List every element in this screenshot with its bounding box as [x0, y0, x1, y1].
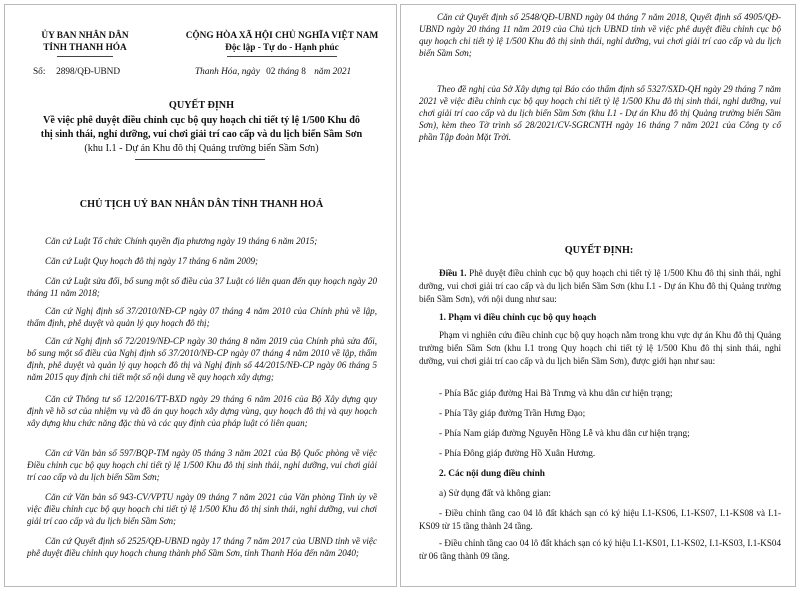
date-place: Thanh Hóa, ngày [195, 67, 260, 77]
date-month-label: tháng [277, 67, 299, 77]
section2-heading: 2. Các nội dung điều chỉnh [439, 469, 545, 479]
subject-line3: (khu I.1 - Dự án Khu đô thị Quảng trường biển Sầm Sơn) [84, 143, 319, 154]
date-month: 8 [301, 67, 306, 77]
article1-label: Điều 1. [439, 268, 467, 278]
basis-paragraph: Căn cứ Nghị định số 37/2010/NĐ-CP ngày 07 tháng 4 năm 2010 của Chính phủ về lập, thẩm định, phê duyệt và quản lý quy hoạch đô thị; [27, 306, 377, 328]
basis-paragraph: Căn cứ Luật Tổ chức Chính quyền địa phương ngày 19 tháng 6 năm 2015; [45, 236, 318, 246]
change-item: - Điều chỉnh tầng cao 04 lô đất khách sạn có ký hiệu I.1-KS01, I.1-KS02, I.1-KS03, I.1-KS04 từ 06 tầng thành 09 tầng. [419, 538, 781, 561]
subject-line2: thị sinh thái, nghỉ dưỡng, vui chơi giải trí cao cấp và du lịch biển Sầm Sơn [40, 129, 363, 140]
republic-underline [227, 56, 337, 57]
basis-paragraph: Căn cứ Văn bản số 943-CV/VPTU ngày 09 tháng 7 năm 2021 của Văn phòng Tỉnh ủy về việc điều chỉnh cục bộ quy hoạch chi tiết tỷ lệ 1/500 Khu đô thị sinh thái, nghỉ dưỡng, vui chơi giải trí cao cấp và du lịch biển Sầm Sơn; [27, 492, 377, 526]
basis-paragraph: Căn cứ Thông tư số 12/2016/TT-BXD ngày 29 tháng 6 năm 2016 của Bộ Xây dựng quy định về hồ sơ của nhiệm vụ và đồ án quy hoạch xây dựng vùng, quy hoạch đô thị và quy hoạch xây dựng khu chức năng đặc thù và các quy định của pháp luật có liên quan; [27, 394, 377, 428]
article1-text: Phê duyệt điều chỉnh cục bộ quy hoạch chi tiết tỷ lệ 1/500 Khu đô thị sinh thái, nghỉ dưỡng, vui chơi giải trí cao cấp và du lịch biển Sầm Sơn (khu I.1 - Dự án Khu đô thị Quảng trường biển Sầm Sơn), với nội dung như sau: [419, 268, 782, 304]
section1-paragraph: Phạm vi nghiên cứu điều chỉnh cục bộ quy hoạch nằm trong khu vực dự án Khu đô thị Quảng trường biển Sầm Sơn (khu I.1 trong Quy hoạch chi tiết tỷ lệ 1/500 Khu đô thị sinh thái, nghỉ dưỡng, vui chơi giải trí cao cấp và du lịch biển Sầm Sơn), được giới hạn như sau: [419, 330, 781, 366]
agency-line2: TỈNH THANH HÓA [43, 43, 127, 53]
basis-paragraph: Căn cứ Quyết định số 2548/QĐ-UBND ngày 04 tháng 7 năm 2018, Quyết định số 4905/QĐ-UBND ngày 20 tháng 11 năm 2019 của Chủ tịch UBND tỉnh về việc phê duyệt điều chỉnh cục bộ quy hoạch chi tiết tỷ lệ 1/500 Khu đô thị sinh thái, nghỉ dưỡng, vui chơi giải trí cao cấp và du lịch biển Sầm Sơn; [419, 12, 781, 58]
change-item: - Điều chỉnh tầng cao 04 lô đất khách sạn có ký hiệu I.1-KS06, I.1-KS07, I.1-KS08 và I.1-KS09 từ 15 tầng thành 24 tầng. [419, 508, 781, 531]
article1-paragraph [419, 267, 781, 305]
decision-title: QUYẾT ĐỊNH [168, 100, 235, 111]
right-document-page [400, 4, 796, 587]
republic-line1: CỘNG HÒA XÃ HỘI CHỦ NGHĨA VIỆT NAM [185, 31, 379, 41]
doc-date [195, 67, 351, 77]
agency-line1: ỦY BAN NHÂN DÂN [41, 31, 129, 41]
subject-underline [135, 159, 265, 160]
date-year: năm 2021 [314, 67, 352, 77]
doc-code: /QĐ-UBND [74, 67, 121, 77]
basis-paragraph: Căn cứ Luật sửa đổi, bổ sung một số điều của 37 Luật có liên quan đến quy hoạch ngày 20 tháng 11 năm 2018; [27, 276, 377, 298]
boundary-item: - Phía Đông giáp đường Hồ Xuân Hương. [439, 449, 596, 459]
section1-heading: 1. Phạm vi điều chỉnh cục bộ quy hoạch [439, 313, 597, 323]
basis-paragraph: Căn cứ Quyết định số 2525/QĐ-UBND ngày 17 tháng 7 năm 2017 của UBND tỉnh về việc phê duyệt điều chỉnh quy hoạch chung thành phố Sầm Sơn, tỉnh Thanh Hóa đến năm 2040; [27, 536, 377, 558]
proposal-paragraph: Theo đề nghị của Sở Xây dựng tại Báo cáo thẩm định số 5327/SXD-QH ngày 29 tháng 7 năm 2021 về việc điều chỉnh cục bộ quy hoạch chi tiết tỷ lệ 1/500 Khu đô thị sinh thái, nghỉ dưỡng, vui chơi giải trí cao cấp và du lịch biển Sầm Sơn (khu I.1 - Dự án Khu đô thị Quảng trường biển Sầm Sơn), kèm theo Tờ trình số 28/2021/CV-SGRCNTH ngày 16 tháng 7 năm 2021 của Công ty cổ phần Tập đoàn Mặt Trời. [419, 84, 781, 142]
agency-underline [57, 56, 113, 57]
republic-line2: Độc lập - Tự do - Hạnh phúc [225, 43, 339, 53]
subject-line1: Về việc phê duyệt điều chỉnh cục bộ quy hoạch chi tiết tỷ lệ 1/500 Khu đô [43, 115, 360, 126]
authority-heading: CHỦ TỊCH UỶ BAN NHÂN DÂN TỈNH THANH HOÁ [79, 199, 324, 210]
basis-paragraph: Căn cứ Luật Quy hoạch đô thị ngày 17 tháng 6 năm 2009; [45, 256, 259, 266]
doc-number-label: Số: [33, 67, 46, 77]
doc-number-value: 2898 [56, 67, 75, 77]
basis-paragraph: Căn cứ Nghị định số 72/2019/NĐ-CP ngày 30 tháng 8 năm 2019 của Chính phủ sửa đổi, bổ sung một số điều của Nghị định số 37/2010/NĐ-CP ngày 07 tháng 4 năm 2010 về lập, thẩm định, phê duyệt và quản lý quy hoạch đô thị và Nghị định số 44/2015/NĐ-CP ngày 06 tháng 5 năm 2015 quy định chi tiết một số nội dung về quy hoạch xây dựng; [27, 336, 377, 382]
section2a-label: a) Sử dụng đất và không gian: [439, 489, 551, 499]
left-document-page [4, 4, 397, 587]
doc-number [33, 67, 120, 77]
boundary-item: - Phía Tây giáp đường Trần Hưng Đạo; [439, 409, 586, 419]
boundary-item: - Phía Nam giáp đường Nguyễn Hồng Lễ và khu dân cư hiện trạng; [439, 429, 690, 439]
basis-paragraph: Căn cứ Văn bản số 597/BQP-TM ngày 05 tháng 3 năm 2021 của Bộ Quốc phòng về việc Điều chỉnh cục bộ quy hoạch chi tiết tỷ lệ 1/500 Khu đô thị sinh thái, nghỉ dưỡng, vui chơi giải trí cao cấp và du lịch biển Sầm Sơn; [27, 448, 377, 482]
date-day: 02 [266, 67, 276, 77]
boundary-item: - Phía Bắc giáp đường Hai Bà Trưng và khu dân cư hiện trạng; [439, 389, 673, 399]
decision-heading: QUYẾT ĐỊNH: [564, 245, 634, 256]
